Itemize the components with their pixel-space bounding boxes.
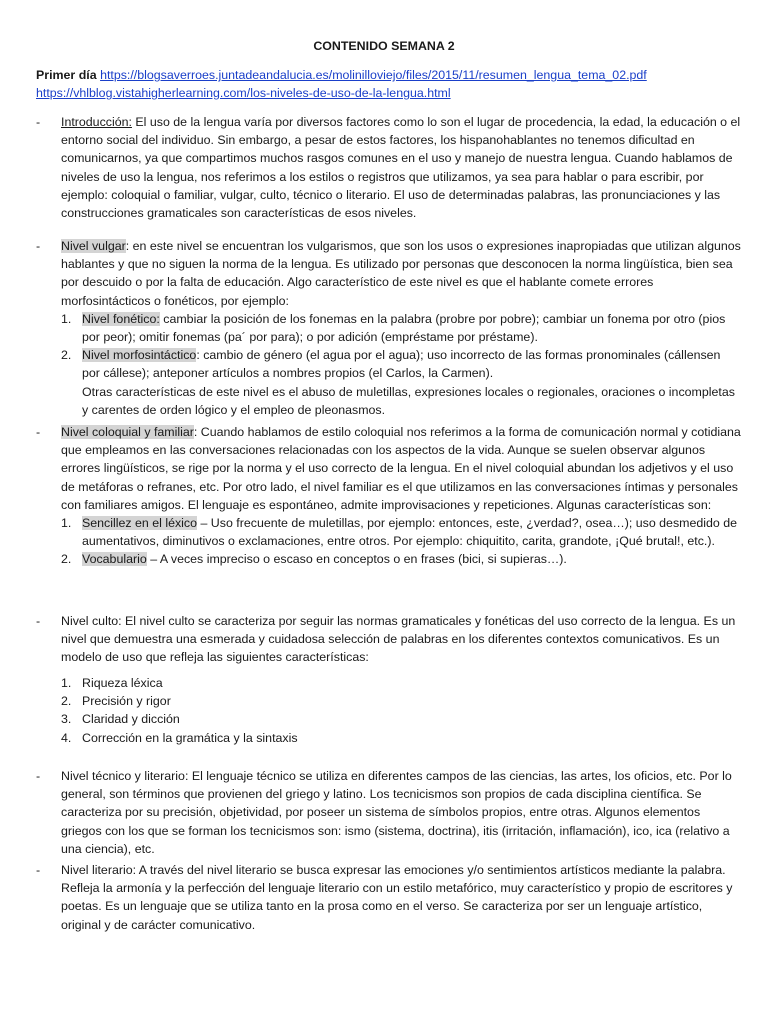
resource-link-1[interactable]: https://blogsaverroes.juntadeandalucia.es/molinilloviejo/files/2015/11/resumen_lengua_tema_02.pdf (100, 68, 647, 82)
item-text: Corrección en la gramática y la sintaxis (82, 730, 298, 745)
list-item (61, 674, 741, 692)
section-culto (36, 612, 741, 667)
section-intro (36, 113, 741, 222)
item-text: – Uso frecuente de muletillas, por ejemplo: entonces, este, ¿verdad?, osea…); uso desmedido de aumentativos, diminutivos o exclamaciones, entre otros. Por ejemplo: chiquitito, carita, grandote, ¡Qué brutal!, etc.). (82, 516, 738, 549)
page-title: CONTENIDO SEMANA 2 (313, 39, 455, 53)
bullet-dash: - (36, 614, 41, 628)
bullet-dash: - (36, 425, 41, 439)
item-number: 2. (61, 348, 72, 363)
list-item (61, 550, 741, 568)
tecnico-text: Nivel técnico y literario: El lenguaje técnico se utiliza en diferentes campos de las ciencias, las artes, los oficios, etc. Por lo general, son términos que provienen del griego y latino. Los tecnicismos son propios de cada disciplina científica. Se caracteriza por su precisión, objetividad, por poseer un sistema de símbolos propios, entre otras. Algunos elementos griegos con los que se forman los tecnicismos son: ismo (sistema, doctrina), itis (irritación, inflamación), ico, ica (relativo a una ciencia), etc. (61, 769, 732, 856)
section-culto-list (61, 674, 741, 747)
list-item (61, 692, 741, 710)
bullet-dash: - (36, 239, 41, 253)
item-text: – A veces impreciso o escaso en conceptos o en frases (bici, si supieras…). (146, 552, 567, 567)
item-heading: Sencillez en el léxico (82, 516, 198, 531)
section-coloquial (36, 423, 741, 569)
list-item (61, 729, 741, 747)
item-number: 3. (61, 712, 72, 727)
list-item (61, 346, 741, 382)
item-number: 2. (61, 694, 72, 709)
first-day-label: Primer día (36, 68, 97, 82)
list-item (61, 710, 741, 728)
vulgar-heading: Nivel vulgar (61, 239, 126, 253)
item-heading: Nivel fonético: (82, 311, 160, 326)
resource-link-2[interactable]: https://vhlblog.vistahigherlearning.com/los-niveles-de-uso-de-la-lengua.html (36, 86, 451, 101)
item-heading: Nivel morfosintáctico (82, 348, 197, 363)
item-number: 2. (61, 552, 72, 567)
culto-list (61, 674, 741, 747)
item-number: 1. (61, 516, 72, 531)
item-number: 4. (61, 730, 72, 745)
coloquial-list (61, 514, 741, 569)
culto-text: Nivel culto: El nivel culto se caracteriza por seguir las normas gramaticales y fonéticas del uso correcto de la lengua. Es un nivel que demuestra una esmerada y cuidadosa selección de palabras en los diferentes contextos comunicativos. Es un modelo de uso que refleja las siguientes características: (61, 614, 736, 665)
vulgar-text: : en este nivel se encuentran los vulgarismos, que son los usos o expresiones inapropiadas que utilizan algunos hablantes y que no siguen la norma de la lengua. Es utilizado por personas que desconocen la norma lingüística, bien sea por descuido o por la falta de educación. Algo característico de este nivel es que el hablante comete errores morfosintácticos o fonéticos, por ejemplo: (61, 239, 741, 308)
literario-text: Nivel literario: A través del nivel literario se busca expresar las emociones y/o sentimientos artísticos mediante la palabra. Refleja la armonía y la perfección del lenguaje literario con un estilo metafórico, muy característico y propio de escritores y poetas. Es un lenguaje que se utiliza tanto en la prosa como en el verso. Se caracteriza por ser un lenguaje artístico, original y de carácter comunicativo. (61, 863, 733, 932)
coloquial-text: : Cuando hablamos de estilo coloquial nos referimos a la forma de comunicación normal y cotidiana que empleamos en las conversaciones relacionadas con los aspectos de la vida. Aunque se suelen observar algunos errores lingüísticos, se rige por la norma y el uso correcto de la lengua. En el nivel coloquial abundan los adjetivos y el uso de metáforas o refranes, etc. Por otro lado, el nivel familiar es el que utilizamos en las conversaciones íntimas y personales con familiares amigos. El lenguaje es espontáneo, admite improvisaciones y repeticiones. Algunas características son: (61, 425, 741, 512)
item-heading: Vocabulario (82, 552, 147, 567)
section-vulgar (36, 237, 741, 419)
intro-heading: Introducción: (61, 115, 132, 129)
intro-text: El uso de la lengua varía por diversos factores como lo son el lugar de procedencia, la edad, la educación o el entorno social del individuo. Sin embargo, a pesar de estos factores, los hispanohablantes no tenemos dificultad en comunicarnos, ya que compartimos muchos rasgos comunes en el uso y manejo de nuestra lengua. Cuando hablamos de niveles de uso la lengua, nos referimos a los estilos o registros que utilizamos, ya sea para hablar o para escribir, por ejemplo: coloquial o familiar, vulgar, culto, técnico o literario. El uso de determinadas palabras, las pronunciaciones y las construcciones gramaticales son características de esos niveles. (61, 115, 741, 221)
section-tecnico (36, 767, 741, 858)
item-text: Claridad y dicción (82, 712, 180, 727)
item-text: cambiar la posición de los fonemas en la palabra (probre por pobre); cambiar un fonema por otro (pios por peor); omitir fonemas (pa´ por para); o por adición (empréstame por préstame). (82, 311, 726, 345)
item-text: Precisión y rigor (82, 694, 171, 709)
vulgar-extra: Otras características de este nivel es el abuso de muletillas, expresiones locales o regionales, oraciones o incompletas y carentes de orden lógico y el empleo de pleonasmos. (82, 384, 735, 417)
item-number: 1. (61, 311, 72, 326)
list-item (61, 310, 741, 346)
section-literario (36, 861, 741, 934)
list-item (61, 514, 741, 550)
vulgar-list (61, 310, 741, 383)
item-text: : cambio de género (el agua por el agua); uso incorrecto de las formas pronominales (cállensen por cállese); anteponer artículos a nombres propios (el Carlos, la Carmen). (82, 348, 721, 381)
first-day-block (36, 66, 736, 102)
bullet-dash: - (36, 115, 41, 129)
coloquial-heading: Nivel coloquial y familiar (61, 425, 194, 439)
item-number: 1. (61, 676, 72, 690)
item-text: Riqueza léxica (82, 676, 163, 690)
bullet-dash: - (36, 769, 41, 783)
bullet-dash: - (36, 863, 41, 877)
